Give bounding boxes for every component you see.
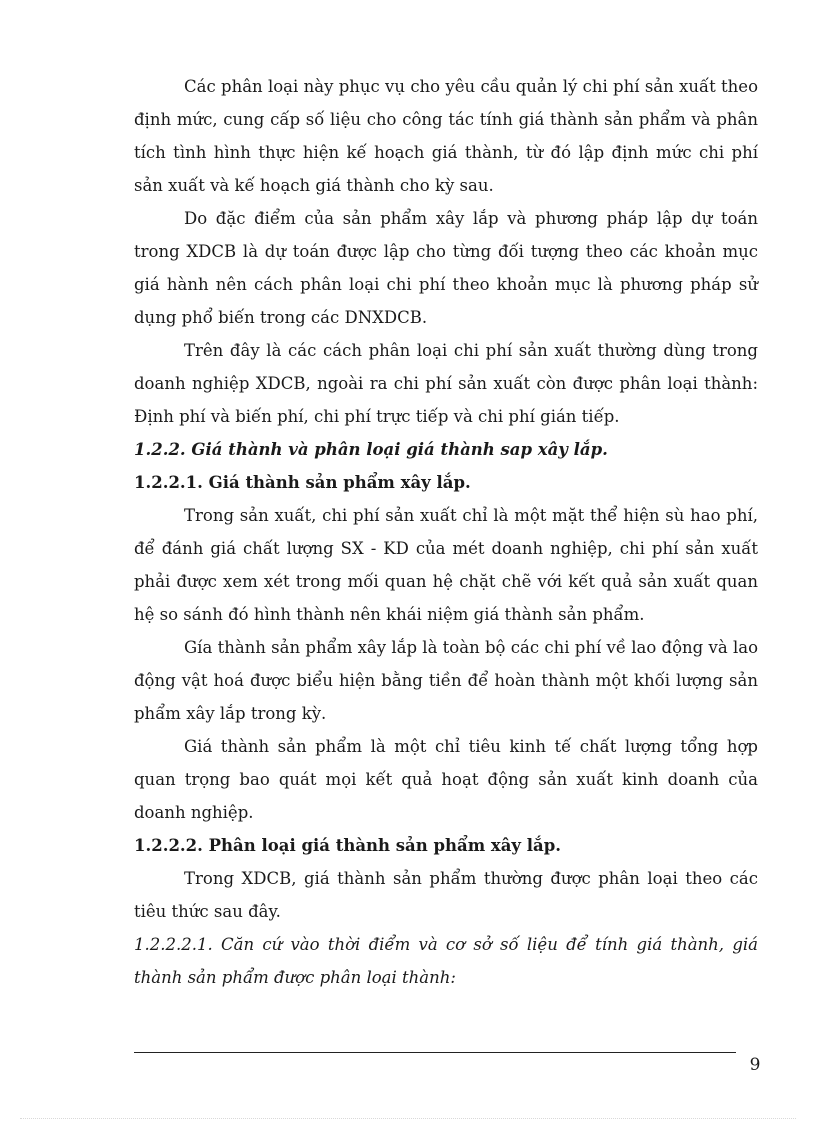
section-heading-1-2-2-1: 1.2.2.1. Giá thành sản phẩm xây lắp. <box>134 473 471 492</box>
page-bottom-edge <box>20 1118 796 1119</box>
section-heading-1-2-2-2: 1.2.2.2. Phân loại giá thành sản phẩm xây lắp. <box>134 836 561 855</box>
paragraph-production-cost-concept: Trong sản xuất, chi phí sản xuất chỉ là một mặt thể hiện sù hao phí, để đánh giá chất lượng SX - KD của mét doanh nghiệp, chi phí sản xuất phải được xem xét trong mối quan hệ chặt chẽ với kết quả sản xuất quan hệ so sánh đó hình thành nên khái niệm giá thành sản phẩm. <box>134 506 758 624</box>
document-page <box>134 70 758 994</box>
footer-divider <box>134 1052 736 1053</box>
paragraph-cost-quality-indicator: Giá thành sản phẩm là một chỉ tiêu kinh tế chất lượng tổng hợp quan trọng bao quát mọi kết quả hoạt động sản xuất kinh doanh của doanh nghiệp. <box>134 737 758 822</box>
section-heading-1-2-2: 1.2.2. Giá thành và phân loại giá thành sap xây lắp. <box>134 440 608 459</box>
paragraph-cost-classification-purpose: Các phân loại này phục vụ cho yêu cầu quản lý chi phí sản xuất theo định mức, cung cấp số liệu cho công tác tính giá thành sản phẩm và phân tích tình hình thực hiện kế hoạch giá thành, từ đó lập định mức chi phí sản xuất và kế hoạch giá thành cho kỳ sau. <box>134 77 758 195</box>
paragraph-construction-estimate: Do đặc điểm của sản phẩm xây lắp và phương pháp lập dự toán trong XDCB là dự toán được lập cho từng đối tượng theo các khoản mục giá hành nên cách phân loại chi phí theo khoản mục là phương pháp sử dụng phổ biến trong các DNXDCB. <box>134 209 758 327</box>
page-number: 9 <box>749 1055 761 1075</box>
paragraph-construction-product-cost-definition: Gía thành sản phẩm xây lắp là toàn bộ các chi phí về lao động và lao động vật hoá được biểu hiện bằng tiền để hoàn thành một khối lượng sản phẩm xây lắp trong kỳ. <box>134 638 758 723</box>
paragraph-cost-types-summary: Trên đây là các cách phân loại chi phí sản xuất thường dùng trong doanh nghiệp XDCB, ngoài ra chi phí sản xuất còn được phân loại thành: Định phí và biến phí, chi phí trực tiếp và chi phí gián tiếp. <box>134 341 758 426</box>
section-heading-1-2-2-2-1: 1.2.2.2.1. Căn cứ vào thời điểm và cơ sở số liệu để tính giá thành, giá thành sản phẩm được phân loại thành: <box>134 935 758 987</box>
paragraph-classification-criteria: Trong XDCB, giá thành sản phẩm thường được phân loại theo các tiêu thức sau đây. <box>134 869 758 921</box>
